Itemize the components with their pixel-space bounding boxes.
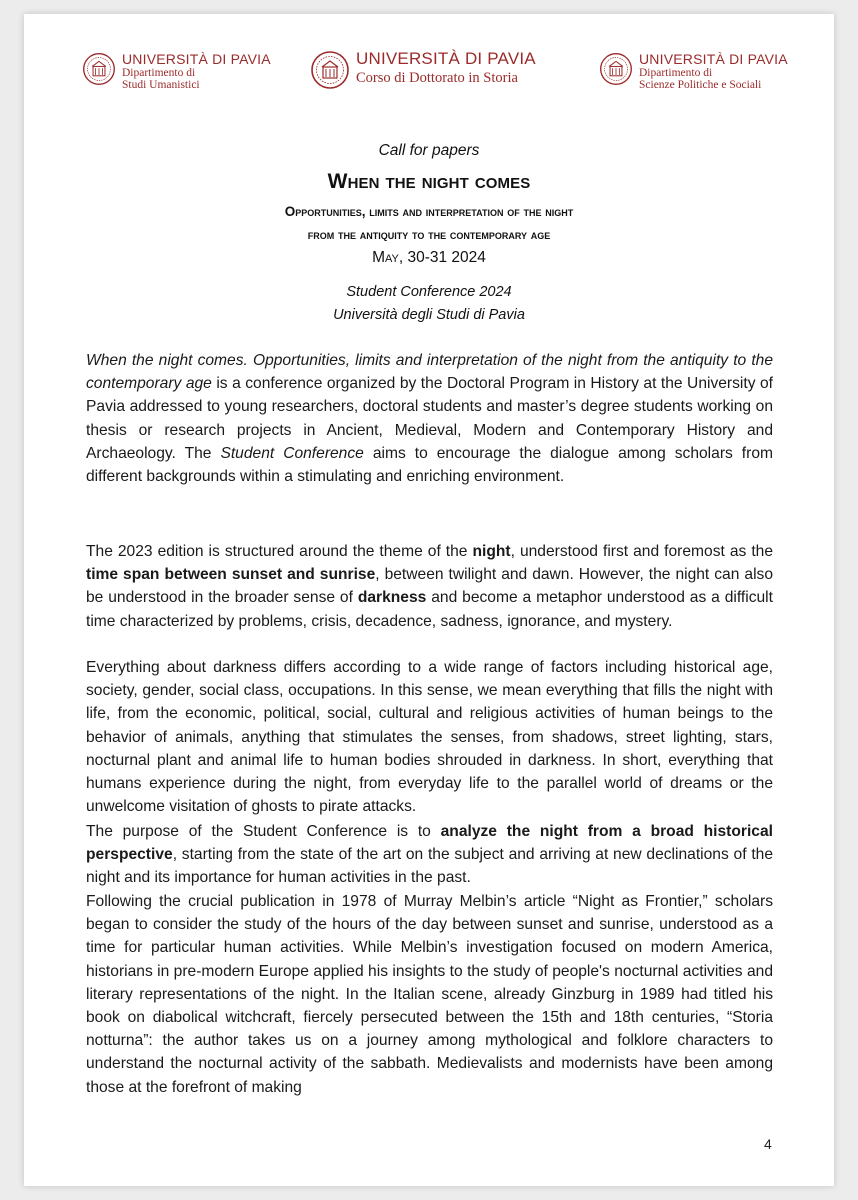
page-number: 4 bbox=[764, 1136, 772, 1152]
paragraph-historiography: Following the crucial publication in 1978 of Murray Melbin’s article “Night as Frontier,” scholars began to consider the study of the hours of the day between sunset and sunrise, understood as a time for particular human activities. While Melbin’s investigation focused on modern America, historians in pre-modern Europe applied his insights to the study of people's nocturnal activities and literary representations of the night. In the Italian scene, already Ginzburg in 1989 had titled his book on diabolical witchcraft, fiercely persecuted between the 15th and 18th centuries, “Storia notturna”: the author takes us on a journey among mythological and folklore characters to understand the nocturnal activity of the sabbath. Medievalists and modernists have been among those at the forefront of making bbox=[86, 893, 773, 1096]
paragraph-text: and become a metaphor understood as a difficult time characterized by problems, crisis, decadence, sadness, ignorance, and mystery. bbox=[86, 589, 773, 630]
logo-program-line: Corso di Dottorato in Storia bbox=[356, 69, 518, 86]
paragraph-purpose bbox=[86, 820, 773, 890]
logo-university-name: UNIVERSITÀ DI PAVIA bbox=[122, 51, 271, 67]
conference-name: Student Conference 2024 bbox=[346, 284, 512, 300]
university-seal-icon bbox=[82, 52, 116, 86]
emphasis-analyze-night: analyze the night from a broad historical perspective bbox=[86, 823, 773, 864]
paragraph-theme bbox=[86, 540, 773, 633]
logo-dipartimento-studi-umanistici bbox=[82, 52, 271, 91]
paragraph-text: The 2023 edition is structured around the theme of the bbox=[86, 543, 473, 560]
logo-department-line: Dipartimento di bbox=[122, 66, 196, 79]
logo-corso-dottorato bbox=[310, 50, 536, 90]
paragraph-text: The purpose of the Student Conference is to bbox=[86, 823, 441, 840]
subtitle-line: Opportunities, limits and interpretation of the night bbox=[284, 204, 574, 219]
conference-date: May, 30-31 2024 bbox=[372, 249, 486, 266]
logo-dipartimento-scienze-politiche bbox=[599, 52, 788, 91]
logo-university-name: UNIVERSITÀ DI PAVIA bbox=[356, 49, 536, 68]
document-page bbox=[24, 14, 834, 1186]
logo-department-line: Dipartimento di bbox=[639, 66, 713, 79]
emphasis-night: night bbox=[472, 543, 511, 560]
paragraph-text: , between twilight and dawn. However, the night can also be understood in the broader sense of bbox=[86, 566, 773, 607]
paragraph-text: , starting from the state of the art on the subject and arriving at new declinations of the night and its importance for human activities in the past. bbox=[86, 846, 773, 887]
conference-title-italic: When the night comes. Opportunities, limits and interpretation of the night from the antiquity to the contemporary age bbox=[86, 352, 773, 393]
call-for-papers-label: Call for papers bbox=[378, 142, 480, 159]
page-title: When the night comes bbox=[327, 170, 531, 193]
university-seal-icon bbox=[310, 50, 350, 90]
emphasis-time-span: time span between sunset and sunrise bbox=[86, 566, 376, 584]
logo-university-name: UNIVERSITÀ DI PAVIA bbox=[639, 51, 788, 67]
logo-department-line: Studi Umanistici bbox=[122, 78, 200, 91]
emphasis-darkness: darkness bbox=[357, 589, 427, 607]
paragraph-text: , understood first and foremost as the bbox=[510, 543, 773, 560]
student-conference-italic: Student Conference bbox=[220, 444, 364, 462]
paragraph-darkness: Everything about darkness differs according to a wide range of factors including historical age, society, gender, social class, occupations. In this sense, we mean everything that fills the night with life, from the economic, political, social, cultural and religious activities of human beings to the behavior of animals, anything that stimulates the senses, from shadows, street lighting, stars, nocturnal plant and animal life to human bodies shrouded in darkness. In short, everything that humans experience during the night, from everyday life to the parallel world of dreams or the unwelcome visitation of ghosts to pirate attacks. bbox=[86, 659, 773, 816]
paragraph-text: is a conference organized by the Doctoral Program in History at the University of Pavia addressed to young researchers, doctoral students and master’s degree students working on thesis or research projects in Ancient, Medieval, Modern and Contemporary History and Archaeology. The bbox=[86, 375, 774, 462]
paragraph-text: aims to encourage the dialogue among scholars from different backgrounds within a stimulating and enriching environment. bbox=[86, 444, 773, 486]
subtitle-line: from the antiquity to the contemporary age bbox=[307, 227, 551, 242]
university-seal-icon bbox=[599, 52, 633, 86]
paragraph-introduction bbox=[86, 349, 773, 488]
logo-department-line: Scienze Politiche e Sociali bbox=[639, 78, 762, 91]
conference-university: Università degli Studi di Pavia bbox=[333, 307, 525, 323]
